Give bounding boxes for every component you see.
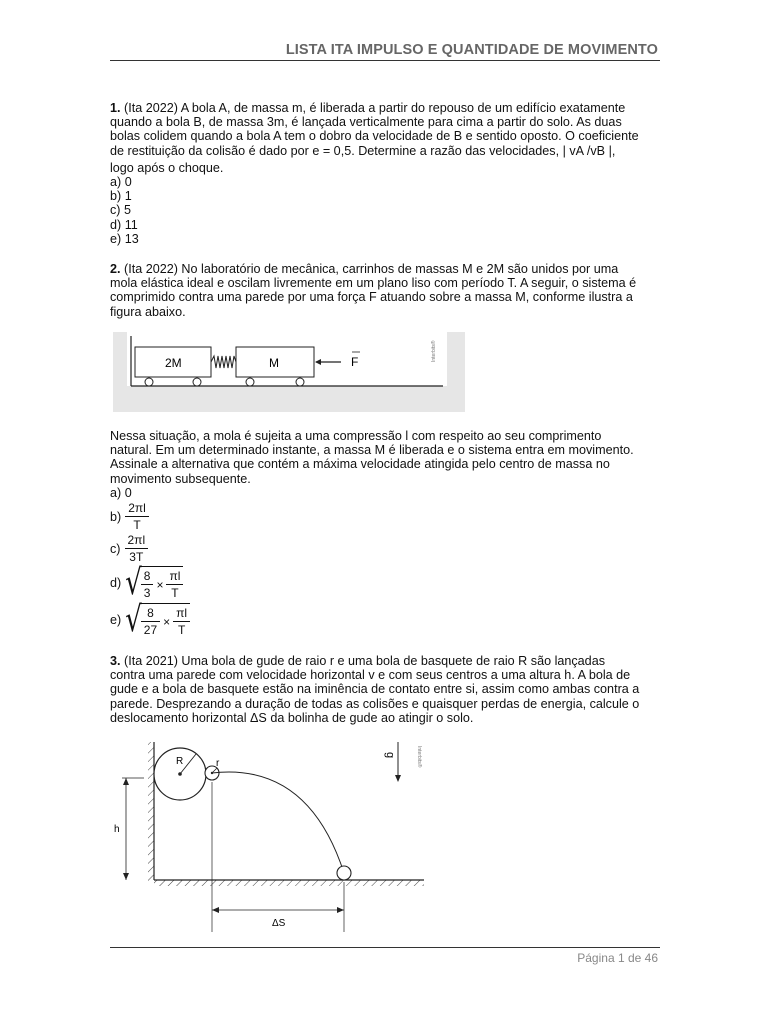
q1-option-e[interactable]: e) 13	[110, 231, 139, 246]
displacement-label: ΔS	[272, 918, 286, 929]
marble-landing	[337, 866, 351, 880]
q2-option-d-sqrt: √ $\frac{8}{3}$ × $\frac{\pi l}{T}$	[125, 566, 183, 600]
q1-option-a[interactable]: a) 0	[110, 175, 132, 190]
q2-option-b[interactable]: b) $\frac{2\pi l}{T}$	[110, 501, 149, 532]
cart-2m-wheel	[145, 378, 153, 386]
ground-hatch	[154, 880, 424, 886]
cart-m-wheel	[246, 378, 254, 386]
page-header-title: LISTA ITA IMPULSO E QUANTIDADE DE MOVIMENTO	[285, 42, 658, 58]
force-label: F	[351, 355, 359, 369]
cart-m-label: M	[269, 356, 279, 370]
marble-radius-label: r	[216, 758, 220, 769]
carts-figure	[113, 332, 465, 412]
question-2-line-4: figura abaixo.	[110, 304, 186, 319]
wall-hatch	[148, 742, 154, 882]
question-1	[110, 101, 660, 246]
cart-m-wheel	[296, 378, 304, 386]
gravity-label: g	[384, 752, 396, 759]
q1-option-d[interactable]: d) 11	[110, 217, 138, 232]
question-2-after-line-1: Nessa situação, a mola é sujeita a uma compressão l com respeito ao seu comprimento	[110, 429, 602, 443]
q1-option-b[interactable]: b) 1	[110, 189, 132, 204]
question-1-number: 1.	[110, 101, 121, 115]
q1-option-c[interactable]: c) 5	[110, 203, 131, 218]
question-2-number: 2.	[110, 262, 121, 276]
question-2	[110, 262, 660, 319]
question-2-after-line-4: movimento subsequente.	[110, 471, 251, 486]
q2-option-d[interactable]: d) √ $\frac{8}{3}$ × $\frac{\pi l}{T}$	[110, 566, 183, 600]
basketball-radius-label: R	[176, 756, 184, 767]
page-number: Página 1 de 46	[577, 951, 658, 965]
question-2-after-line-2: natural. Em um determinado instante, a massa M é liberada e o sistema entra em movimento.	[110, 443, 634, 458]
question-1-line-3: bolas colidem quando a bola A tem o dobro da velocidade de B e sentido oposto. O coeficiente	[110, 129, 639, 144]
question-2-line-2: mola elástica ideal e oscilam livremente em um plano liso com período T. A seguir, o sistema é	[110, 276, 637, 291]
q2-option-e[interactable]: e) √ $\frac{8}{27}$ × $\frac{\pi l}{T}$	[110, 603, 190, 637]
question-2-after-line-3: Assinale a alternativa que contém a máxima velocidade atingida pelo centro de massa no	[110, 457, 610, 472]
q2-option-c[interactable]: c) $\frac{2\pi l}{3T}$	[110, 533, 148, 564]
question-2-line-3: comprimido contra uma parede por uma força F atuando sobre a massa M, conforme ilustra a	[110, 290, 633, 305]
carts-watermark: Interbits®	[431, 340, 437, 362]
q2-option-e-sqrt: √ $\frac{8}{27}$ × $\frac{\pi l}{T}$	[125, 603, 190, 637]
question-1-line-2: quando a bola B, de massa 3m, é lançada verticalmente para cima a partir do solo. As duas	[110, 115, 622, 130]
cart-2m-label: 2M	[165, 356, 182, 370]
question-2-line-1: 2. (Ita 2022) No laboratório de mecânica, carrinhos de massas M e 2M são unidos por uma	[110, 262, 619, 276]
question-3-line-5: deslocamento horizontal ΔS da bolinha de gude ao atingir o solo.	[110, 710, 474, 725]
balls-figure	[108, 742, 424, 932]
question-3	[110, 654, 660, 725]
q2-option-b-fraction: $\frac{2\pi l}{T}$	[125, 501, 149, 532]
cart-2m-wheel	[193, 378, 201, 386]
question-3-line-4: parede. Desprezando a duração de todas as colisões e quaisquer perdas de energia, calcule o	[110, 696, 640, 711]
question-3-line-1: 3. (Ita 2021) Uma bola de gude de raio r e uma bola de basquete de raio R são lançadas	[110, 654, 605, 668]
question-3-number: 3.	[110, 654, 121, 668]
question-3-line-3: gude e a bola de basquete estão na iminência de contato entre si, assim como ambas contra a	[110, 682, 640, 697]
q2-option-c-fraction: $\frac{2\pi l}{3T}$	[125, 533, 149, 564]
question-3-line-2: contra uma parede com velocidade horizontal v e com seus centros a uma altura h. A bola de	[110, 668, 631, 683]
header-rule	[110, 60, 660, 61]
balls-watermark: Interbits®	[416, 746, 422, 768]
q2-option-a[interactable]: a) 0	[110, 485, 132, 500]
question-2-continuation	[110, 429, 660, 500]
question-1-line-5: logo após o choque.	[110, 160, 224, 175]
question-1-line-4: de restituição da colisão é dado por e = 0,5. Determine a razão das velocidades, | vA /vB |,	[110, 143, 616, 158]
footer-rule	[110, 947, 660, 948]
height-label: h	[114, 824, 120, 835]
question-1-line-1: 1. (Ita 2022) A bola A, de massa m, é liberada a partir do repouso de um edifício exatamente	[110, 101, 626, 115]
